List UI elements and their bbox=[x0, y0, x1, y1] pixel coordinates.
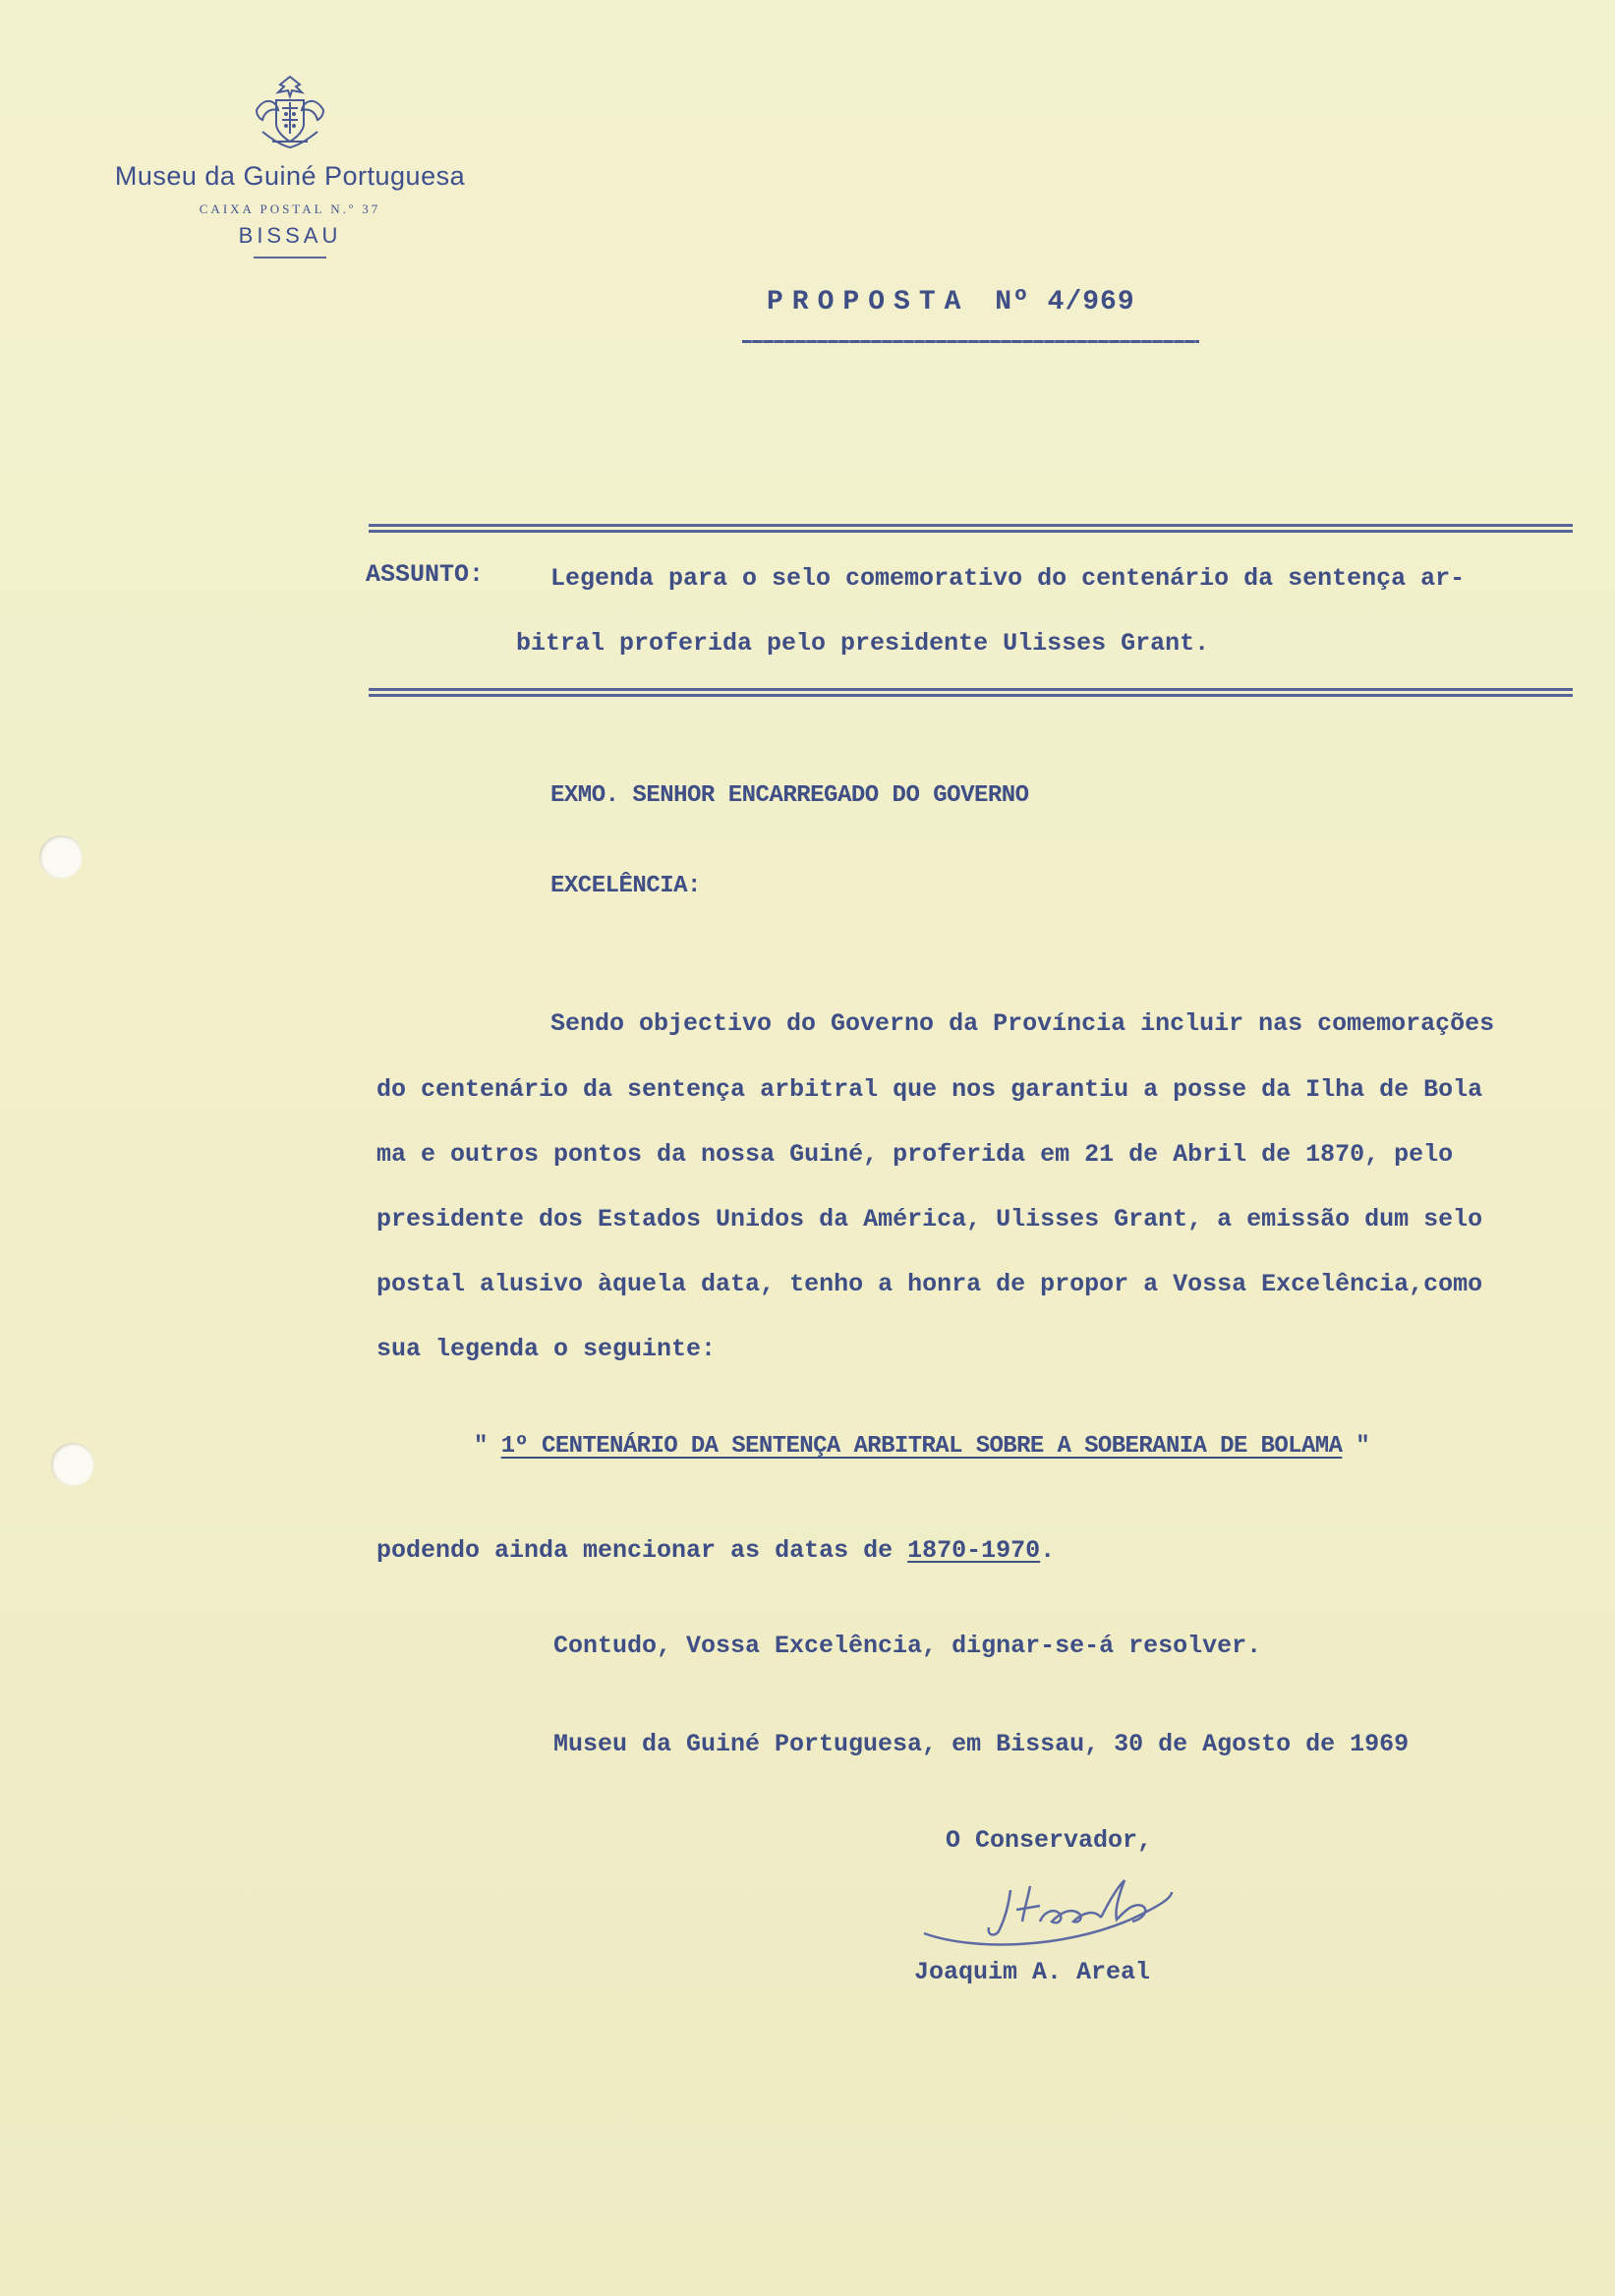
body-line: Sendo objectivo do Governo da Província incluir nas comemorações bbox=[550, 1009, 1495, 1038]
dates-value: 1870-1970 bbox=[907, 1536, 1041, 1565]
closing-line: Contudo, Vossa Excelência, dignar-se-á resolver. bbox=[553, 1632, 1262, 1660]
organization-name: Museu da Guiné Portuguesa bbox=[114, 161, 466, 191]
divider bbox=[369, 524, 1573, 533]
proposal-number: Nº 4/969 bbox=[995, 287, 1135, 317]
legend-text: 1º CENTENÁRIO DA SENTENÇA ARBITRAL SOBRE A SOBERANIA DE BOLAMA bbox=[500, 1433, 1343, 1460]
dates-suffix: . bbox=[1040, 1536, 1056, 1565]
body-line: do centenário da sentença arbitral que nos garantiu a posse da Ilha de Bola bbox=[376, 1075, 1483, 1104]
addressee: EXMO. SENHOR ENCARREGADO DO GOVERNO bbox=[550, 782, 1029, 809]
place-date: Museu da Guiné Portuguesa, em Bissau, 30 de Agosto de 1969 bbox=[553, 1730, 1410, 1758]
subject-line: bitral proferida pelo presidente Ulisses Grant. bbox=[516, 629, 1210, 658]
city-name: BISSAU bbox=[238, 223, 342, 248]
quote-mark: " bbox=[1355, 1433, 1369, 1460]
salutation: EXCELÊNCIA: bbox=[550, 873, 701, 899]
handwritten-signature bbox=[914, 1863, 1209, 1971]
body-line: presidente dos Estados Unidos da América, Ulisses Grant, a emissão dum selo bbox=[376, 1205, 1483, 1234]
body-line: postal alusivo àquela data, tenho a honra de propor a Vossa Excelência,como bbox=[376, 1270, 1483, 1298]
punch-hole bbox=[51, 1443, 94, 1486]
subject-label: ASSUNTO: bbox=[366, 560, 485, 589]
proposal-label: PROPOSTA bbox=[767, 287, 970, 317]
body-line: ma e outros pontos da nossa Guiné, proferida em 21 de Abril de 1870, pelo bbox=[376, 1140, 1454, 1169]
quote-mark: " bbox=[474, 1433, 488, 1460]
postal-box: CAIXA POSTAL N.º 37 bbox=[199, 201, 381, 216]
dates-line bbox=[376, 1536, 1055, 1565]
coat-of-arms-icon bbox=[243, 71, 337, 157]
signatory-name: Joaquim A. Areal bbox=[914, 1958, 1151, 1986]
punch-hole bbox=[39, 835, 83, 879]
dates-prefix: podendo ainda mencionar as datas de bbox=[376, 1536, 894, 1565]
letterhead bbox=[69, 71, 511, 258]
proposal-title bbox=[767, 287, 1135, 317]
divider bbox=[369, 688, 1573, 697]
divider bbox=[254, 257, 326, 258]
subject-line: Legenda para o selo comemorativo do centenário da sentença ar- bbox=[550, 564, 1466, 593]
body-line: sua legenda o seguinte: bbox=[376, 1335, 717, 1363]
stamp-legend bbox=[474, 1433, 1369, 1460]
title-underline bbox=[742, 340, 1199, 343]
signatory-title: O Conservador, bbox=[946, 1826, 1153, 1855]
